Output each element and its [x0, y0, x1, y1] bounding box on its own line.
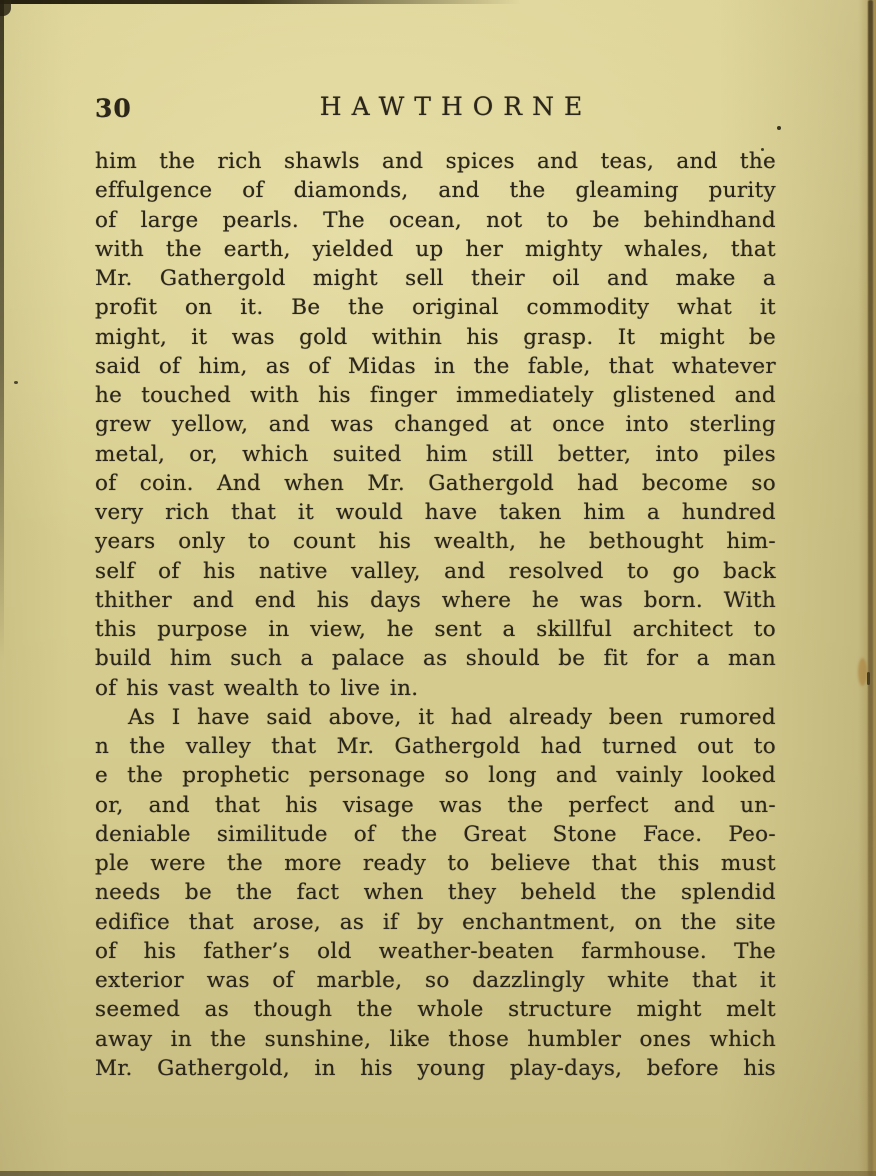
- paragraph-2: [95, 703, 776, 1083]
- text-line: said of him, as of Midas in the fable, that whatever: [95, 353, 776, 379]
- text-line: Mr. Gathergold might sell their oil and make a: [95, 266, 776, 291]
- ink-speck: [14, 381, 18, 384]
- body-text: [95, 147, 776, 1083]
- text-line: build him such a palace as should be fit for a man: [95, 646, 776, 672]
- text-line: self of his native valley, and resolved to go back: [95, 558, 776, 584]
- text-line: of his father’s old weather-beaten farmhouse. The: [95, 938, 776, 964]
- page-edge-top: [0, 0, 543, 4]
- text-line: thither and end his days where he was born. With: [95, 587, 776, 613]
- page-header: [0, 92, 876, 126]
- ink-dash-artifact: [867, 672, 870, 685]
- text-line: of large pearls. The ocean, not to be behindhand: [95, 207, 776, 233]
- text-line: of coin. And when Mr. Gathergold had become so: [95, 470, 776, 496]
- text-line: grew yellow, and was changed at once into sterling: [95, 412, 776, 438]
- text-line: very rich that it would have taken him a hundred: [95, 500, 776, 525]
- page-number: 30: [95, 94, 132, 123]
- text-line: ple were the more ready to believe that this must: [95, 851, 776, 876]
- text-line: might, it was gold within his grasp. It might be: [95, 324, 776, 350]
- text-line: with the earth, yielded up her mighty whales, that: [95, 236, 776, 262]
- text-line: or, and that his visage was the perfect and un-: [95, 792, 776, 818]
- text-line: n the valley that Mr. Gathergold had turned out to: [95, 734, 776, 759]
- text-line: exterior was of marble, so dazzlingly white that it: [95, 968, 776, 993]
- text-line: As I have said above, it had already been rumored: [128, 704, 776, 730]
- text-line: away in the sunshine, like those humbler ones which: [95, 1026, 776, 1052]
- text-line: Mr. Gathergold, in his young play-days, before his: [95, 1055, 776, 1081]
- text-line: this purpose in view, he sent a skillful architect to: [95, 617, 776, 642]
- text-line: he touched with his finger immediately glistened and: [95, 383, 776, 408]
- text-line: e the prophetic personage so long and vainly looked: [95, 763, 776, 789]
- text-line: effulgence of diamonds, and the gleaming purity: [95, 178, 776, 204]
- page-edge-right-band: [858, 0, 876, 1176]
- text-line: him the rich shawls and spices and teas, and the: [95, 149, 776, 174]
- text-line: deniable similitude of the Great Stone Face. Peo-: [95, 821, 776, 847]
- text-line: seemed as though the whole structure might melt: [95, 997, 776, 1023]
- ink-speck: [777, 126, 781, 130]
- paragraph-1: [95, 147, 776, 703]
- text-line: needs be the fact when they beheld the splendid: [95, 880, 776, 906]
- text-line: edifice that arose, as if by enchantment, on the site: [95, 909, 776, 935]
- text-line: years only to count his wealth, he bethought him-: [95, 529, 776, 555]
- text-line: profit on it. Be the original commodity what it: [95, 295, 776, 321]
- text-line: of his vast wealth to live in.: [95, 675, 419, 701]
- running-title: HAWTHORNE: [319, 92, 593, 121]
- text-line: metal, or, which suited him still better, into piles: [95, 441, 776, 467]
- stain-blob: [858, 658, 867, 686]
- page-edge-bottom: [0, 1171, 876, 1176]
- page-edge-right-line: [868, 0, 873, 1176]
